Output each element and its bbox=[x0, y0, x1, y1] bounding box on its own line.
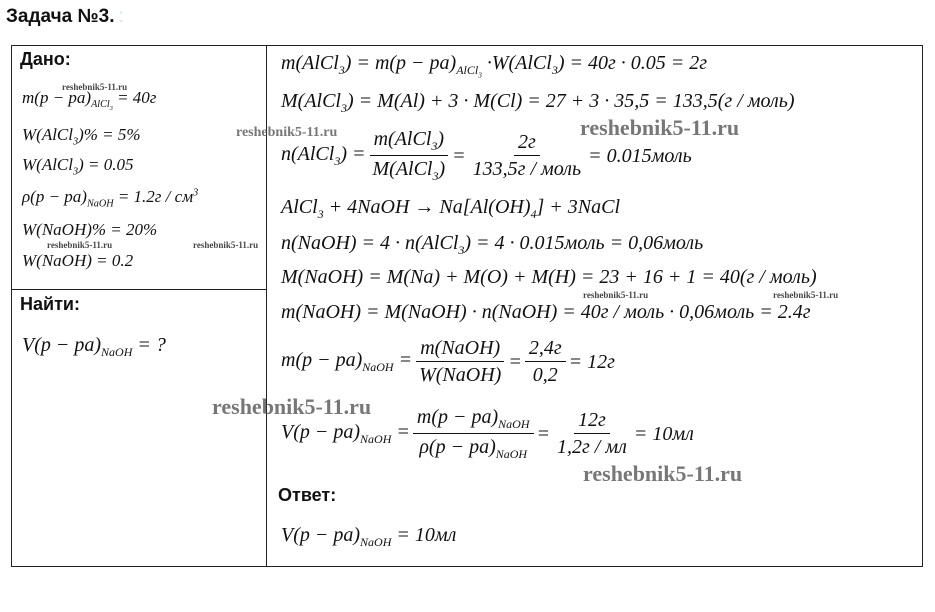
step8-left: $m(p - pa)_{NaOH}$ = bbox=[281, 349, 413, 374]
step8-right: = 12г bbox=[568, 350, 615, 373]
step8-fraction-1 bbox=[415, 337, 505, 387]
title-mark: : bbox=[118, 6, 124, 27]
step9-fraction-1 bbox=[413, 406, 534, 462]
step8-num-2: 2,4г bbox=[525, 337, 566, 362]
step8-num-1: m(NaOH) bbox=[416, 337, 504, 362]
step8-den-1: W(NaOH) bbox=[419, 364, 502, 386]
given-heading: Дано: bbox=[20, 49, 71, 69]
step3-num-1: m(AlCl$_3$) bbox=[370, 128, 448, 156]
step9-num-1: $m(p - pa)_{NaOH}$ bbox=[413, 406, 534, 434]
step9-left: $V(p - pa)_{NaOH}$ = bbox=[281, 421, 410, 446]
watermark: reshebnik5-11.ru bbox=[580, 115, 740, 140]
watermark: reshebnik5-11.ru bbox=[583, 461, 743, 486]
step-molar-mass-alcl3: M(AlCl$_3$) = M(Al) + 3 · M(Cl) = 27 + 3 · 35,5 = 133,5(г / моль) bbox=[281, 90, 795, 115]
answer-heading: Ответ: bbox=[278, 485, 337, 505]
watermark: reshebnik5-11.ru bbox=[583, 290, 649, 300]
step8-den-2: 0,2 bbox=[532, 364, 558, 386]
given-mass-solution: $m(p - pa)_{AlCl_3} = 40г$ bbox=[22, 88, 157, 113]
step3-equals: = bbox=[452, 144, 466, 167]
task-title-text: Задача №3. bbox=[6, 6, 115, 27]
table-divider-vertical bbox=[266, 45, 267, 567]
step9-num-2: 12г bbox=[574, 409, 610, 434]
given-percent-alcl3: W(AlCl$_3$)% = 5% bbox=[22, 125, 141, 148]
answer-volume: $V(p - pa)_{NaOH} = 10мл$ bbox=[281, 524, 457, 549]
step3-right: = 0.015моль bbox=[588, 144, 692, 167]
step3-den-1: M(AlCl$_3$) bbox=[372, 158, 446, 183]
step9-den-1: $\rho(p - pa)_{NaOH}$ bbox=[419, 436, 528, 461]
step8-equals: = bbox=[508, 350, 522, 373]
watermark: reshebnik5-11.ru bbox=[212, 394, 372, 419]
table-divider-horizontal bbox=[11, 289, 267, 290]
step3-den-2: 133,5г / моль bbox=[472, 158, 582, 180]
find-volume: $V(p - pa)_{NaOH}$ = ? bbox=[22, 334, 166, 359]
watermark: reshebnik5-11.ru bbox=[193, 240, 259, 250]
step3-fraction-2 bbox=[469, 131, 585, 181]
step-mass-solution-naoh bbox=[281, 337, 615, 387]
step-mass-alcl3: m(AlCl$_3$) = $m(p - pa)_{AlCl_3}$ ·W(AlCl$_3$) = 40г · 0.05 = 2г bbox=[281, 52, 708, 80]
watermark: reshebnik5-11.ru bbox=[236, 125, 338, 140]
step3-fraction-1 bbox=[369, 128, 450, 184]
step9-equals: = bbox=[536, 422, 550, 445]
watermark: reshebnik5-11.ru bbox=[62, 82, 128, 92]
task-title bbox=[6, 6, 124, 28]
step3-left: n(AlCl$_3$) = bbox=[281, 143, 366, 168]
step8-fraction-2 bbox=[525, 337, 566, 387]
given-percent-naoh: W(NaOH)% = 20% bbox=[22, 220, 158, 239]
step9-fraction-2 bbox=[553, 409, 631, 459]
watermark: reshebnik5-11.ru bbox=[773, 290, 839, 300]
step-reaction-equation: AlCl$_3$ + 4NaOH → $Na[Al(OH)_4]$ + 3NaCl bbox=[281, 196, 621, 221]
given-density-naoh: $\rho(p - pa)_{NaOH} = 1.2г / см^3$ bbox=[22, 187, 199, 210]
step-mass-naoh: m(NaOH) = M(NaOH) · n(NaOH) = 40г / моль · 0,06моль = 2.4г bbox=[281, 301, 811, 323]
find-heading: Найти: bbox=[20, 294, 80, 314]
step3-num-2: 2г bbox=[514, 131, 540, 156]
watermark: reshebnik5-11.ru bbox=[47, 240, 113, 250]
step9-right: = 10мл bbox=[633, 422, 694, 445]
given-fraction-naoh: W(NaOH) = 0.2 bbox=[22, 251, 134, 270]
step-moles-naoh: n(NaOH) = 4 · n(AlCl$_3$) = 4 · 0.015моль = 0,06моль bbox=[281, 232, 704, 257]
step9-den-2: 1,2г / мл bbox=[557, 436, 627, 458]
step-molar-mass-naoh: M(NaOH) = M(Na) + M(O) + M(H) = 23 + 16 + 1 = 40(г / моль) bbox=[281, 266, 817, 288]
given-fraction-alcl3: W(AlCl$_3$) = 0.05 bbox=[22, 155, 134, 178]
